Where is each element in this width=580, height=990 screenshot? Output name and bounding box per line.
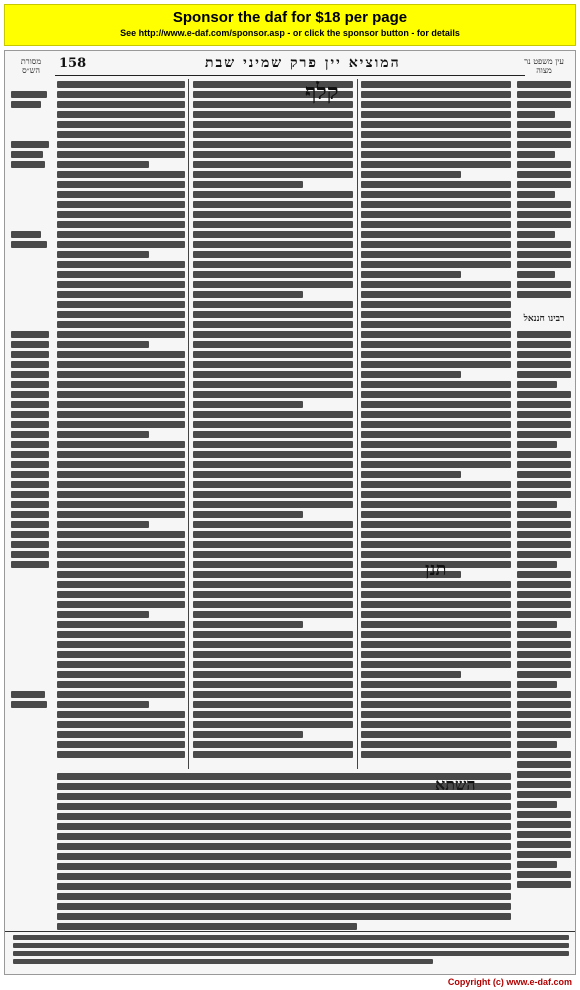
- left-margin-label: מסורת הש״ס: [20, 57, 42, 75]
- copyright-link[interactable]: Copyright (c) www.e-daf.com: [447, 977, 572, 987]
- rabbeinu-chananel-heading: רבינו חננאל: [523, 314, 565, 324]
- lower-commentary-block: [57, 773, 511, 933]
- page-header: [55, 55, 525, 76]
- left-margin-column: [11, 91, 51, 711]
- sponsor-subtitle: See http://www.e-daf.com/sponsor.asp - or click the sponsor button - for details: [120, 28, 460, 38]
- rashi-column: [361, 81, 511, 761]
- sponsor-banner[interactable]: [4, 4, 576, 46]
- page-header-title: המוציא יין פרק שמיני שבת: [205, 55, 401, 71]
- bold-keyword-klaf: קלף: [305, 79, 339, 105]
- tosafot-column: [57, 81, 185, 761]
- page-number: 158: [59, 56, 87, 71]
- talmud-page: [4, 50, 576, 975]
- rabbeinu-chananel-column: [517, 331, 571, 891]
- bold-keyword-tanan: תנן: [425, 559, 447, 580]
- gemara-column: [193, 81, 353, 761]
- footnotes-block: [13, 935, 569, 967]
- sponsor-title[interactable]: Sponsor the daf for $18 per page: [172, 9, 408, 26]
- right-margin-label: עין משפט נר מצוה: [524, 57, 564, 75]
- ein-mishpat-column: [517, 81, 571, 301]
